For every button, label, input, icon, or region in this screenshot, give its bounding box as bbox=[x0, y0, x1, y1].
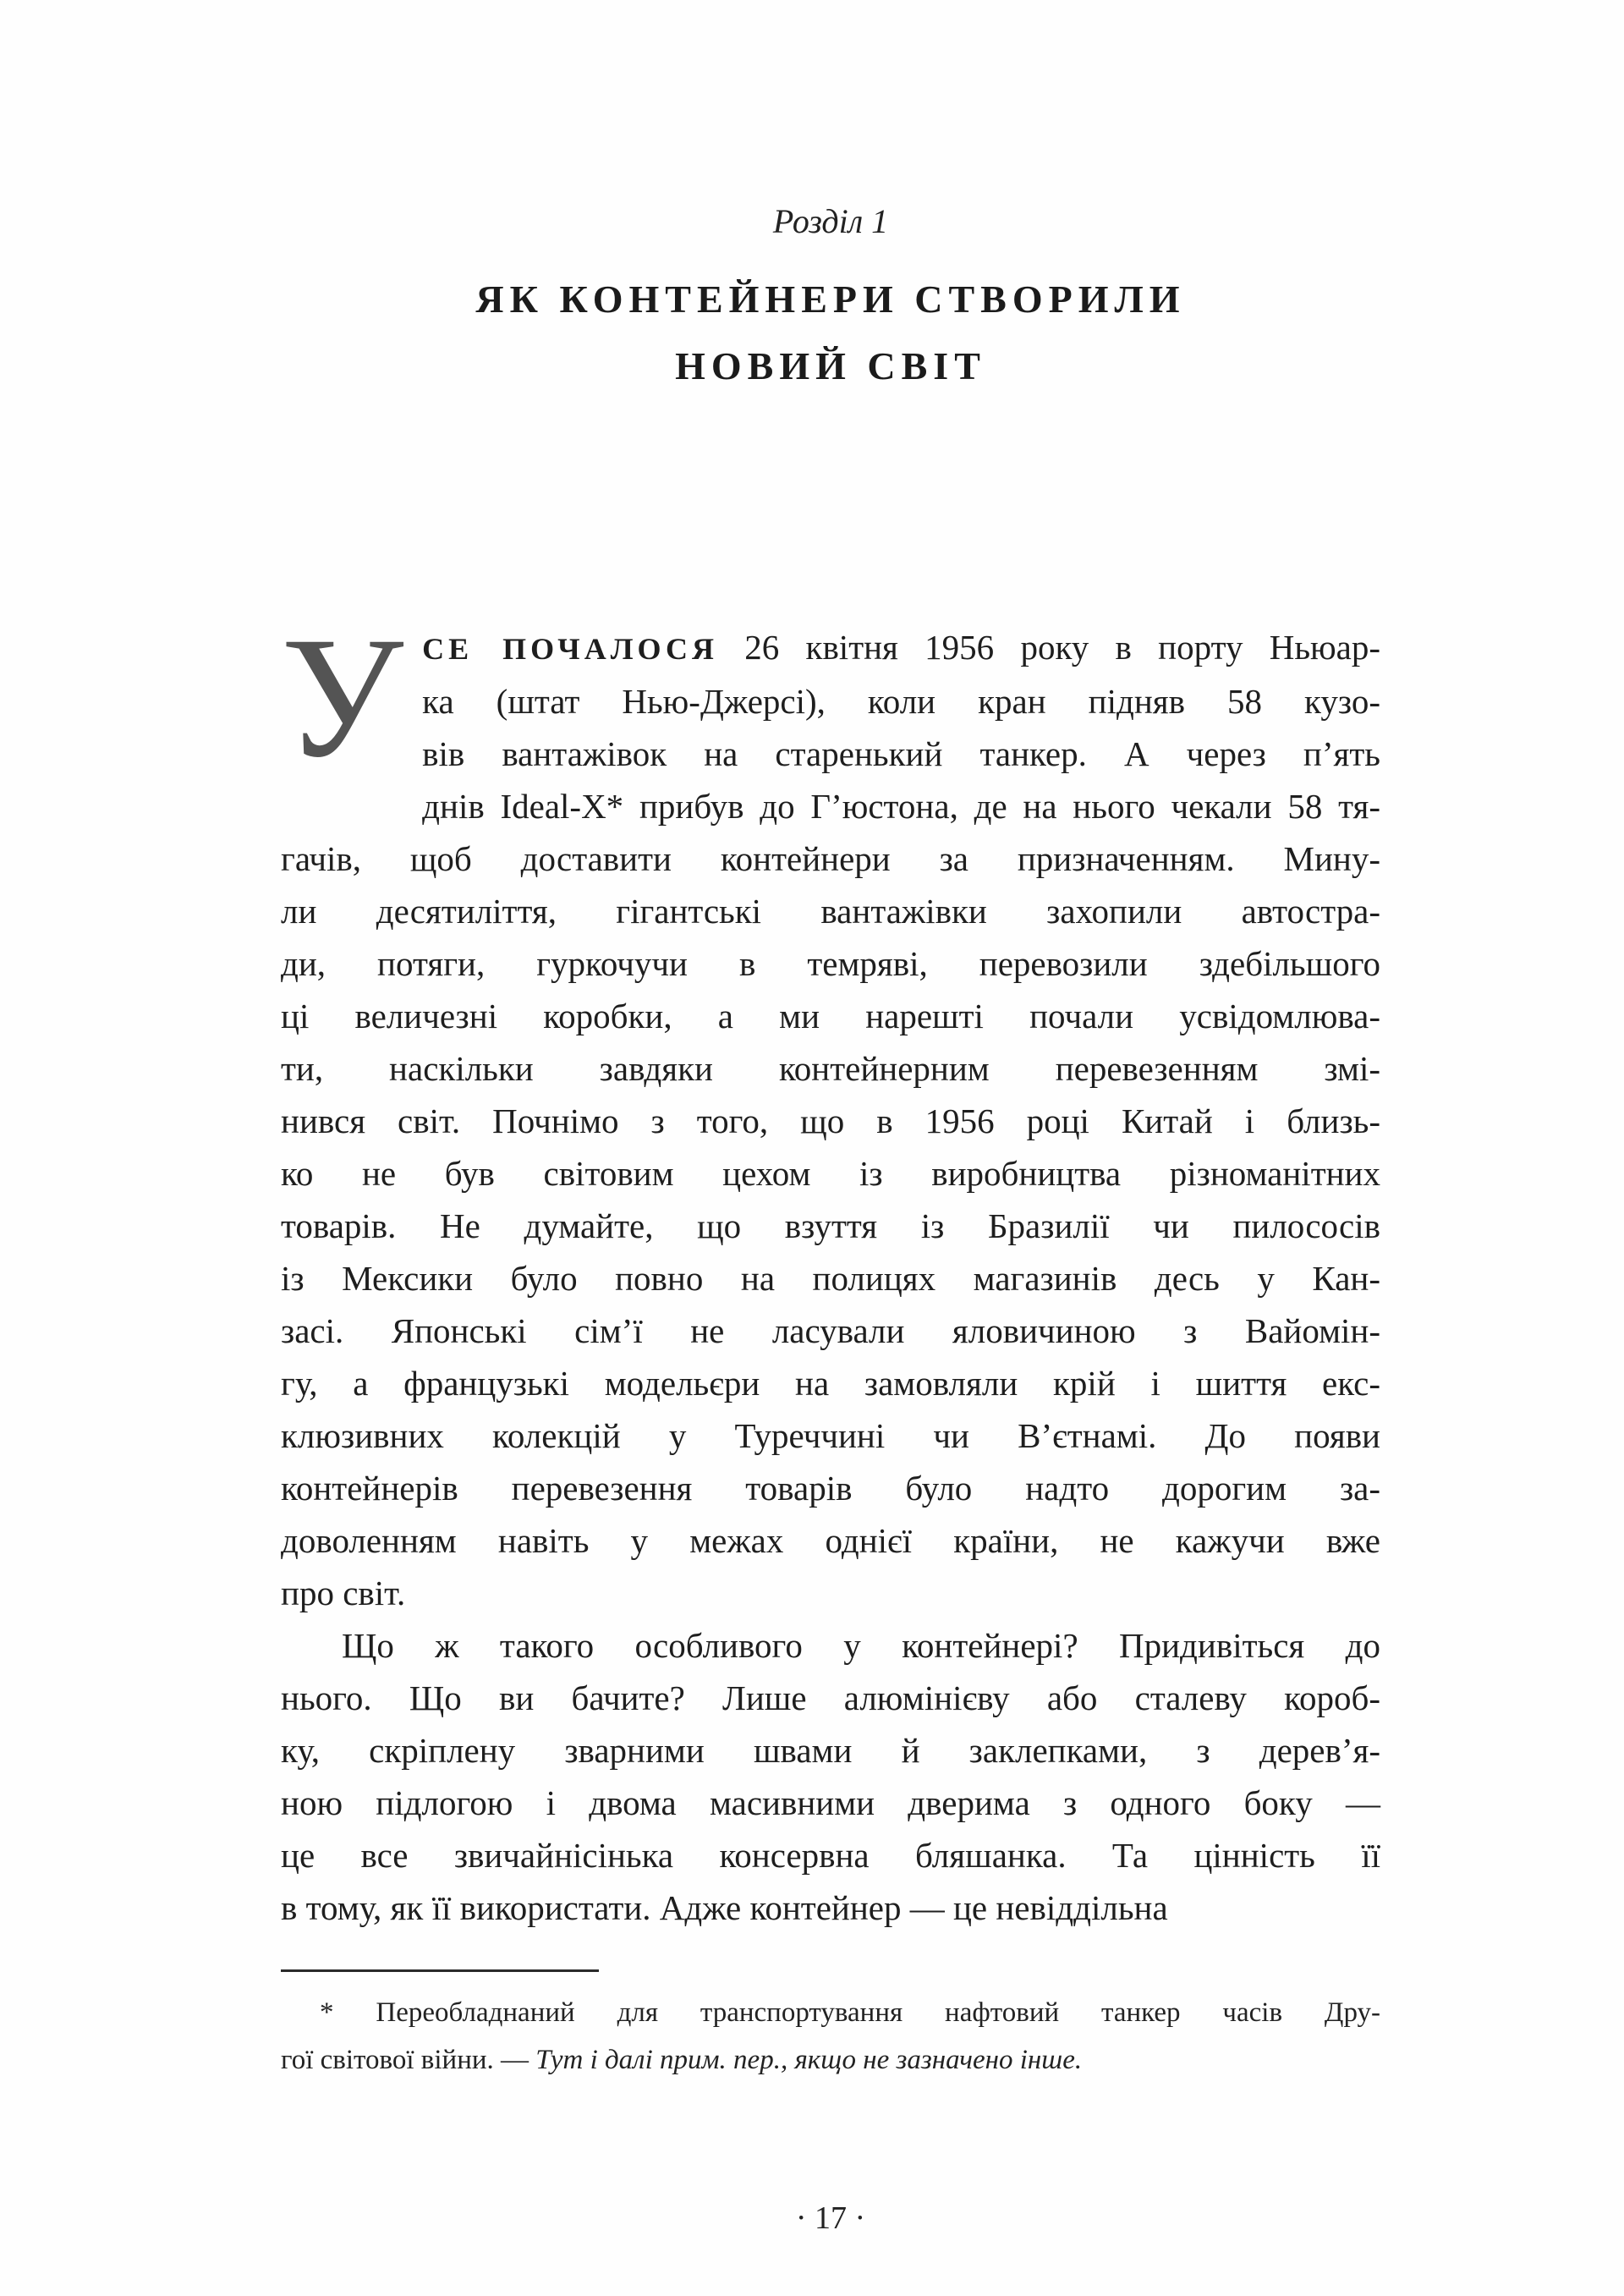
footnote-line-2 bbox=[281, 2036, 1380, 2084]
paragraph-1-lines bbox=[281, 675, 1380, 1619]
page-number: · 17 · bbox=[795, 2200, 866, 2236]
footnote-line-2-normal: гої світової війни. — bbox=[281, 2045, 536, 2075]
text-line: ці величезні коробки, а ми нарешті почали усвідомлюва- bbox=[281, 997, 1380, 1035]
paragraph-2 bbox=[281, 1619, 1380, 1934]
text-line: гачів, щоб доставити контейнери за призначенням. Мину- bbox=[281, 839, 1380, 878]
footnote bbox=[281, 1969, 1380, 2084]
text-line: ли десятиліття, гігантські вантажівки захопили автостра- bbox=[281, 892, 1380, 931]
text-line: в тому, як її використати. Адже контейнер — це невіддільна bbox=[281, 1888, 1168, 1927]
chapter-label: Розділ 1 bbox=[772, 202, 889, 240]
chapter-title bbox=[281, 266, 1380, 399]
text-line: це все звичайнісінька консервна бляшанка. Та цінність її bbox=[281, 1836, 1380, 1875]
lead-rest: 26 квітня 1956 року в порту Ньюар- bbox=[717, 628, 1381, 667]
text-line bbox=[281, 621, 1380, 675]
paragraph-1 bbox=[281, 601, 1381, 1619]
text-line: Що ж такого особливого у контейнері? Придивіться до bbox=[342, 1626, 1380, 1665]
text-line: ка (штат Нью-Джерсі), коли кран підняв 58 кузо- bbox=[422, 682, 1380, 721]
text-line: ко не був світовим цехом із виробництва різноманітних bbox=[281, 1154, 1380, 1193]
text-line: днів Ideal-X* прибув до Г’юстона, де на нього чекали 58 тя- bbox=[422, 787, 1380, 826]
text-column bbox=[281, 0, 1380, 2084]
chapter-title-line-1: ЯК КОНТЕЙНЕРИ СТВОРИЛИ bbox=[475, 277, 1186, 321]
text-line: нився світ. Почнімо з того, що в 1956 році Китай і близь- bbox=[281, 1101, 1380, 1140]
text-line: ди, потяги, гуркочучи в темряві, перевозили здебільшого bbox=[281, 944, 1380, 983]
text-line: засі. Японські сім’ї не ласували яловичиною з Вайомін- bbox=[281, 1311, 1380, 1350]
footnote-line-1: * Переобладнаний для транспортування нафтовий танкер часів Дру- bbox=[320, 1997, 1380, 2028]
text-line: із Мексики було повно на полицях магазинів десь у Кан- bbox=[281, 1259, 1380, 1298]
footnote-text bbox=[281, 1989, 1380, 2084]
text-line: ною підлогою і двома масивними дверима з одного боку — bbox=[281, 1783, 1380, 1822]
lead-smallcaps: СЕ ПОЧАЛОСЯ bbox=[422, 632, 718, 666]
chapter-title-line-2: НОВИЙ СВІТ bbox=[675, 344, 986, 387]
footnote-separator bbox=[281, 1969, 599, 1972]
text-line: контейнерів перевезення товарів було надто дорогим за- bbox=[281, 1469, 1380, 1508]
text-line: клюзивних колекцій у Туреччині чи В’єтнамі. До появи bbox=[281, 1416, 1380, 1455]
text-line: нього. Що ви бачите? Лише алюмінієву або сталеву короб- bbox=[281, 1678, 1380, 1717]
text-line: ти, наскільки завдяки контейнерним перевезенням змі- bbox=[281, 1049, 1380, 1088]
text-line: ку, скріплену зварними швами й заклепками, з дерев’я- bbox=[281, 1731, 1380, 1770]
text-line: гу, а французькі модельєри на замовляли крій і шиття екс- bbox=[281, 1364, 1380, 1403]
text-line: про світ. bbox=[281, 1574, 406, 1612]
drop-cap: У bbox=[281, 601, 404, 794]
paragraph-2-lines bbox=[281, 1619, 1380, 1934]
text-line: доволенням навіть у межах однієї країни, не кажучи вже bbox=[281, 1521, 1380, 1560]
footnote-line-2-italic: Тут і далі прим. пер., якщо не зазначено інше. bbox=[535, 2045, 1083, 2075]
body-text bbox=[281, 601, 1381, 1934]
text-line: вів вантажівок на старенький танкер. А через п’ять bbox=[422, 734, 1380, 773]
text-line: товарів. Не думайте, що взуття із Бразилії чи пилососів bbox=[281, 1206, 1380, 1245]
